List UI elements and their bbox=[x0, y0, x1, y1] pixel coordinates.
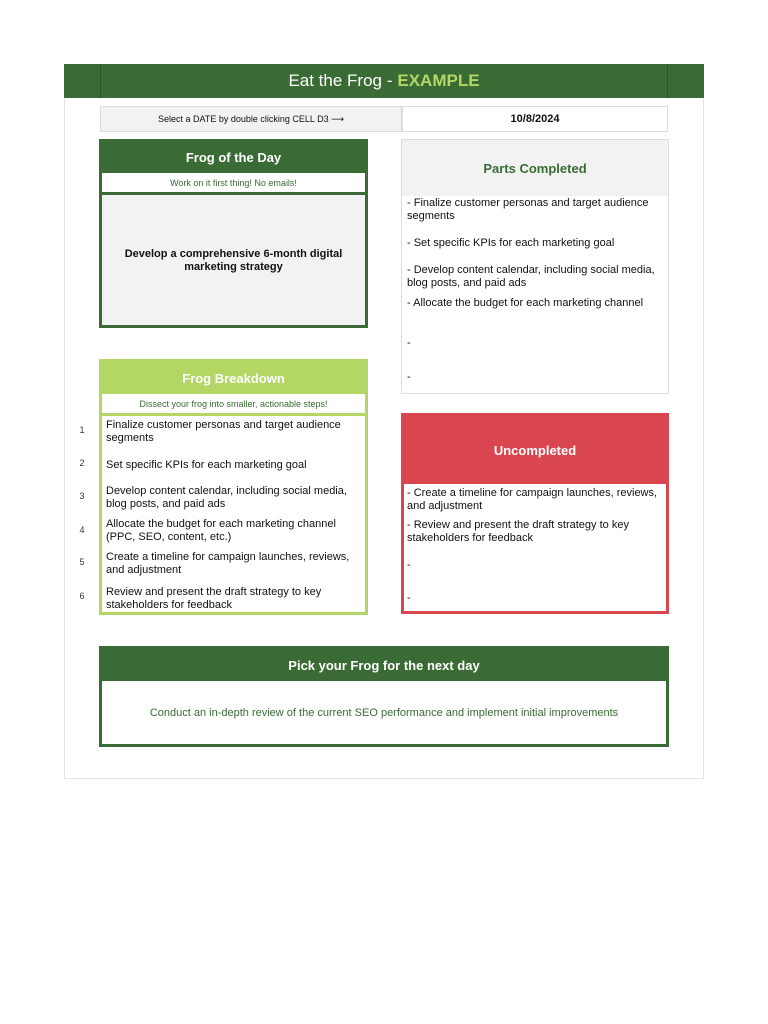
parts-completed-item[interactable]: - Develop content calendar, including social media, blog posts, and paid ads bbox=[407, 264, 655, 289]
frog-of-the-day-task-text: Develop a comprehensive 6-month digital marketing strategy bbox=[124, 248, 343, 273]
parts-completed-card bbox=[401, 139, 669, 394]
parts-completed-item[interactable]: - Allocate the budget for each marketing channel bbox=[407, 297, 644, 309]
frog-of-the-day-task[interactable] bbox=[110, 197, 357, 325]
frog-breakdown-heading: Frog Breakdown bbox=[102, 362, 365, 394]
parts-completed-heading: Parts Completed bbox=[402, 140, 668, 196]
title-divider-left bbox=[100, 64, 101, 98]
step-number: 3 bbox=[79, 491, 85, 501]
date-cell[interactable]: 10/8/2024 bbox=[402, 106, 668, 132]
step-number: 2 bbox=[79, 458, 85, 468]
parts-completed-item[interactable]: - Finalize customer personas and target audience segments bbox=[407, 197, 649, 222]
breakdown-step[interactable]: Set specific KPIs for each marketing goal bbox=[106, 459, 307, 471]
uncompleted-item[interactable]: - bbox=[407, 559, 411, 571]
breakdown-step[interactable]: Develop content calendar, including social media, blog posts, and paid ads bbox=[106, 485, 347, 510]
frog-of-the-day-heading: Frog of the Day bbox=[102, 142, 365, 173]
step-number: 6 bbox=[79, 591, 85, 601]
title-bar bbox=[64, 64, 704, 98]
step-number: 1 bbox=[79, 425, 85, 435]
breakdown-step[interactable]: Review and present the draft strategy to key stakeholders for feedback bbox=[106, 586, 322, 611]
parts-completed-item[interactable]: - bbox=[407, 337, 411, 349]
step-number: 4 bbox=[79, 525, 85, 535]
breakdown-step[interactable]: Create a timeline for campaign launches, reviews, and adjustment bbox=[106, 551, 350, 576]
parts-completed-item[interactable]: - bbox=[407, 371, 411, 383]
next-day-task-text: Conduct an in-depth review of the current SEO performance and implement initial improvements bbox=[149, 706, 619, 719]
frog-breakdown-card bbox=[99, 359, 368, 615]
next-day-task[interactable] bbox=[102, 681, 666, 744]
title-text: Eat the Frog - bbox=[288, 71, 393, 90]
next-day-card bbox=[99, 646, 669, 747]
step-number: 5 bbox=[79, 557, 85, 567]
uncompleted-heading: Uncompleted bbox=[404, 416, 666, 484]
breakdown-step[interactable]: Finalize customer personas and target audience segments bbox=[106, 419, 341, 444]
title-divider-right bbox=[667, 64, 668, 98]
breakdown-step[interactable]: Allocate the budget for each marketing channel (PPC, SEO, content, etc.) bbox=[106, 518, 336, 543]
frog-breakdown-subheading: Dissect your frog into smaller, actionable steps! bbox=[102, 394, 365, 416]
frog-of-the-day-card bbox=[99, 139, 368, 328]
parts-completed-item[interactable]: - Set specific KPIs for each marketing goal bbox=[407, 237, 615, 249]
uncompleted-item[interactable]: - Review and present the draft strategy to key stakeholders for feedback bbox=[407, 519, 629, 544]
title-accent: EXAMPLE bbox=[397, 71, 480, 90]
uncompleted-item[interactable]: - bbox=[407, 592, 411, 604]
uncompleted-card bbox=[401, 413, 669, 614]
uncompleted-item[interactable]: - Create a timeline for campaign launches, reviews, and adjustment bbox=[407, 487, 658, 512]
date-instruction: Select a DATE by double clicking CELL D3 ⟶ bbox=[100, 106, 402, 132]
frog-of-the-day-subheading: Work on it first thing! No emails! bbox=[102, 173, 365, 195]
next-day-heading: Pick your Frog for the next day bbox=[102, 649, 666, 681]
